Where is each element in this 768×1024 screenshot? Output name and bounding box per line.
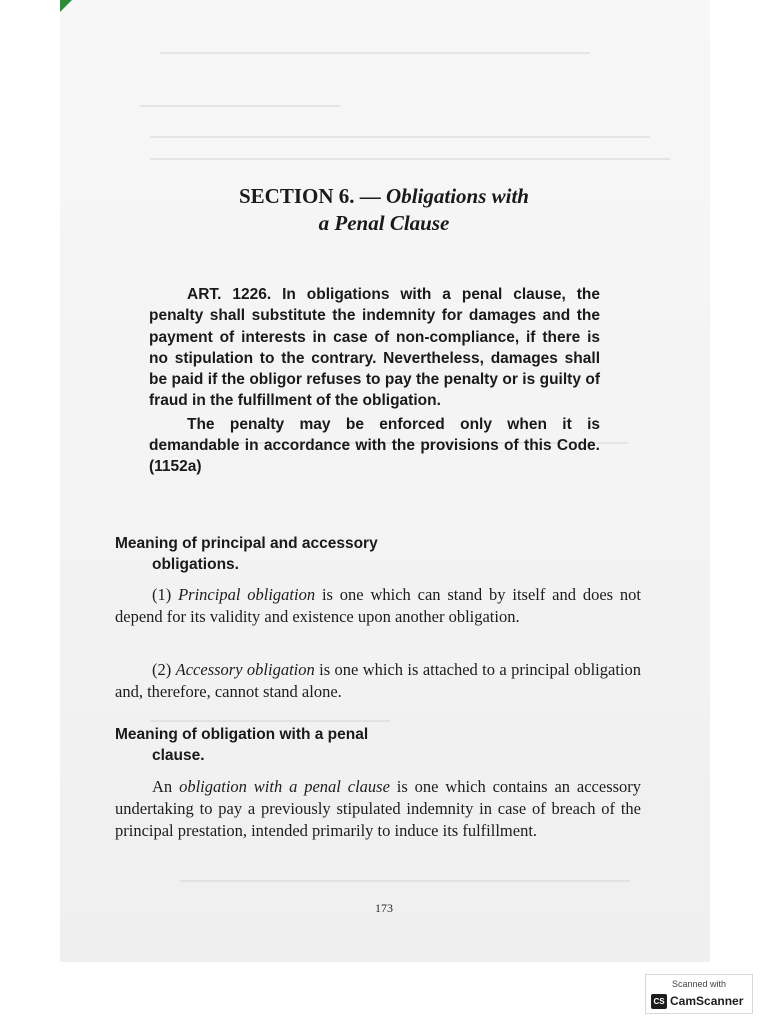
definition-text: is one which is attached to a principal obligation and, therefore, cannot stand alone. — [115, 660, 642, 701]
heading-penal-clause — [115, 724, 535, 782]
camscanner-logo-icon: CS — [651, 994, 667, 1009]
defined-term: obligation with a penal clause — [179, 777, 390, 796]
accessory-obligation-definition — [115, 659, 641, 703]
show-through-line — [180, 880, 630, 882]
penal-clause-definition — [115, 776, 641, 842]
definition-text: is one which can stand by itself and does not depend for its validity and existence upon another obligation. — [115, 585, 642, 626]
show-through-line — [150, 136, 650, 138]
heading-principal-accessory — [115, 533, 535, 575]
definition-text: is one which contains an accessory undertaking to pay a previously stipulated indemnity in case of breach of the principal prestation, intended primarily to induce its fulfillment. — [115, 777, 642, 840]
show-through-line — [160, 52, 590, 54]
article-paragraph-2: The penalty may be enforced only when it is demandable in accordance with the provisions of this Code. (1152a) — [149, 415, 600, 476]
defined-term: Accessory obligation — [175, 660, 315, 679]
show-through-line — [150, 720, 390, 722]
heading-principal-line-2: obligations. — [152, 556, 239, 573]
section-title — [0, 183, 768, 237]
item-number: (2) — [152, 660, 172, 679]
article-1226 — [149, 284, 600, 478]
article-paragraph-1: ART. 1226. In obligations with a penal clause, the penalty shall substitute the indemnity for damages and the payment of interests in case of non-compliance, if there is no stipulation to the contrary. Nevertheless, damages shall be paid if the obligor refuses to pay the penalty or is guilty of fraud in the fulfillment of the obligation. — [149, 286, 600, 410]
definition-prefix: An — [152, 777, 173, 796]
heading-penal-line-1: Meaning of obligation with a penal — [115, 726, 369, 743]
heading-penal-line-2: clause. — [152, 747, 205, 764]
section-title-line-1: Obligations with — [386, 184, 529, 208]
defined-term: Principal obligation — [178, 585, 316, 604]
principal-obligation-definition — [115, 584, 641, 628]
camscanner-watermark — [645, 974, 753, 1014]
show-through-line — [150, 158, 670, 160]
camscanner-brand: CamScanner — [670, 994, 744, 1008]
show-through-line — [140, 105, 340, 107]
scanned-with-label: Scanned with — [671, 979, 727, 989]
section-title-line-2: a Penal Clause — [318, 211, 450, 235]
page-number: 173 — [375, 901, 393, 915]
page-corner-mark — [60, 0, 72, 12]
heading-principal-line-1: Meaning of principal and accessory — [115, 535, 378, 552]
item-number: (1) — [152, 585, 172, 604]
section-number: SECTION 6. — — [239, 184, 381, 208]
